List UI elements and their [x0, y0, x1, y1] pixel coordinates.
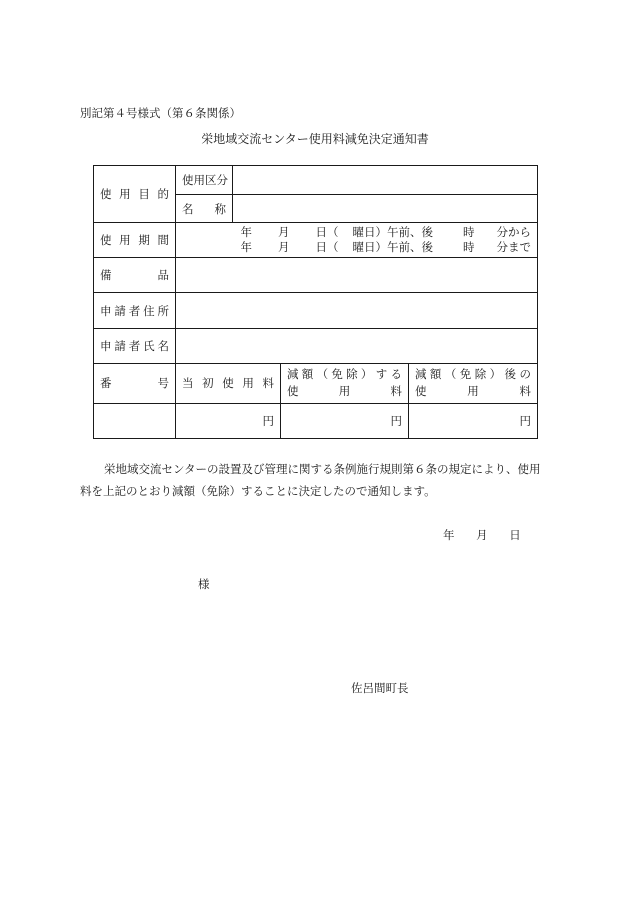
after-reduction-label — [409, 363, 538, 403]
recipient-honorific: 様 — [198, 577, 210, 591]
label-char: 用 — [242, 376, 254, 391]
initial-fee-field[interactable] — [176, 403, 281, 438]
issue-date: 年 月 日 — [443, 528, 521, 542]
label-char: 料 — [519, 384, 531, 399]
label-char: 住 — [143, 303, 155, 318]
period-end-line — [176, 240, 531, 255]
label-char: す — [375, 367, 388, 382]
usage-category-field[interactable] — [233, 166, 538, 195]
row-fee-headers — [94, 363, 538, 403]
initial-fee-label — [176, 363, 281, 403]
label-char: 使 — [415, 384, 427, 399]
label-char: （ — [316, 367, 329, 382]
row-applicant-name — [94, 328, 538, 363]
label-char: 後 — [504, 367, 517, 382]
label-char: 申 — [100, 338, 112, 353]
notice-text-line1: 栄地域交流センターの設置及び管理に関する条例施行規則第６条の規定により、使用 — [104, 462, 541, 476]
period-token: 時 — [463, 225, 475, 240]
label-char: 期 — [138, 233, 150, 248]
label-char: 請 — [114, 303, 126, 318]
label-char: 者 — [128, 303, 141, 318]
label-char: 当 — [182, 376, 194, 391]
number-label — [94, 363, 176, 403]
reduced-amount-field[interactable] — [281, 403, 409, 438]
period-token: 日（ — [315, 225, 339, 240]
name-label — [176, 195, 233, 223]
label-char: ） — [360, 367, 373, 382]
period-token: 曜日）午前、後 — [352, 240, 434, 255]
label-char: 者 — [128, 338, 141, 353]
applicant-address-field[interactable] — [176, 293, 538, 328]
yen-unit: 円 — [390, 413, 402, 428]
label-char: 請 — [114, 338, 126, 353]
label-char: 用 — [119, 187, 131, 202]
label-char: 間 — [157, 233, 169, 248]
notice-text-line2: 料を上記のとおり減額（免除）することに決定したので通知します。 — [80, 484, 436, 498]
period-token: 月 — [278, 240, 290, 255]
label-char: 称 — [214, 201, 226, 216]
document-title: 栄地域交流センター使用料減免決定通知書 — [201, 132, 429, 146]
period-token: 分から — [496, 225, 532, 240]
period-field[interactable] — [176, 223, 538, 258]
label-char: 減 — [287, 367, 299, 382]
yen-unit: 円 — [519, 413, 532, 428]
equipment-label — [94, 258, 176, 293]
usage-category-label: 使用区分 — [176, 166, 233, 195]
period-token: 曜日）午前、後 — [352, 225, 434, 240]
label-char: 番 — [100, 376, 112, 391]
label-char: る — [390, 367, 402, 382]
label-char: 額 — [429, 367, 442, 382]
label-char: 用 — [119, 233, 131, 248]
applicant-address-label — [94, 293, 176, 328]
equipment-field[interactable] — [176, 258, 538, 293]
label-char: 初 — [202, 376, 214, 391]
period-start-line — [176, 225, 531, 240]
label-char: 除 — [346, 367, 358, 382]
label-char: 備 — [100, 268, 112, 283]
label-char: の — [519, 367, 531, 382]
period-token: 年 — [240, 225, 253, 240]
label-char: 的 — [157, 187, 169, 202]
label-char: 額 — [301, 367, 314, 382]
period-token: 日（ — [315, 240, 339, 255]
label-char: 申 — [100, 303, 112, 318]
label-char: 名 — [182, 201, 194, 216]
label-char: 使 — [100, 233, 112, 248]
label-char: 所 — [157, 303, 169, 318]
applicant-name-label — [94, 328, 176, 363]
period-token: 年 — [240, 240, 253, 255]
label-char: 氏 — [143, 338, 155, 353]
label-char: 使 — [222, 376, 234, 391]
purpose-label — [94, 166, 176, 223]
label-char: 料 — [262, 376, 274, 391]
label-char: 使 — [287, 384, 299, 399]
name-field[interactable] — [233, 195, 538, 223]
row-equipment — [94, 258, 538, 293]
label-char: 用 — [338, 384, 351, 399]
label-char: 用 — [467, 384, 479, 399]
reduced-amount-label — [281, 363, 409, 403]
yen-unit: 円 — [262, 413, 274, 428]
label-char: 品 — [157, 268, 169, 283]
label-char: （ — [444, 367, 457, 382]
label-char: 号 — [157, 376, 169, 391]
after-reduction-field[interactable] — [409, 403, 538, 438]
label-char: ） — [489, 367, 502, 382]
period-token: 月 — [278, 225, 290, 240]
row-applicant-address — [94, 293, 538, 328]
label-char: 使 — [100, 187, 112, 202]
applicant-name-field[interactable] — [176, 328, 538, 363]
label-char: 料 — [390, 384, 402, 399]
period-label — [94, 223, 176, 258]
period-token: 分まで — [496, 240, 532, 255]
label-char: 免 — [459, 367, 472, 382]
form-number: 別記第４号様式（第６条関係） — [80, 106, 241, 120]
label-char: 免 — [331, 367, 343, 382]
number-field[interactable] — [94, 403, 176, 438]
label-char: 除 — [474, 367, 487, 382]
issuer-name: 佐呂間町長 — [351, 681, 409, 695]
label-char: 減 — [415, 367, 427, 382]
reduction-form-table — [93, 165, 538, 439]
period-token: 時 — [463, 240, 475, 255]
row-purpose — [94, 166, 538, 195]
row-fee-values — [94, 403, 538, 438]
row-period — [94, 223, 538, 258]
label-char: 目 — [138, 187, 150, 202]
label-char: 名 — [157, 338, 169, 353]
